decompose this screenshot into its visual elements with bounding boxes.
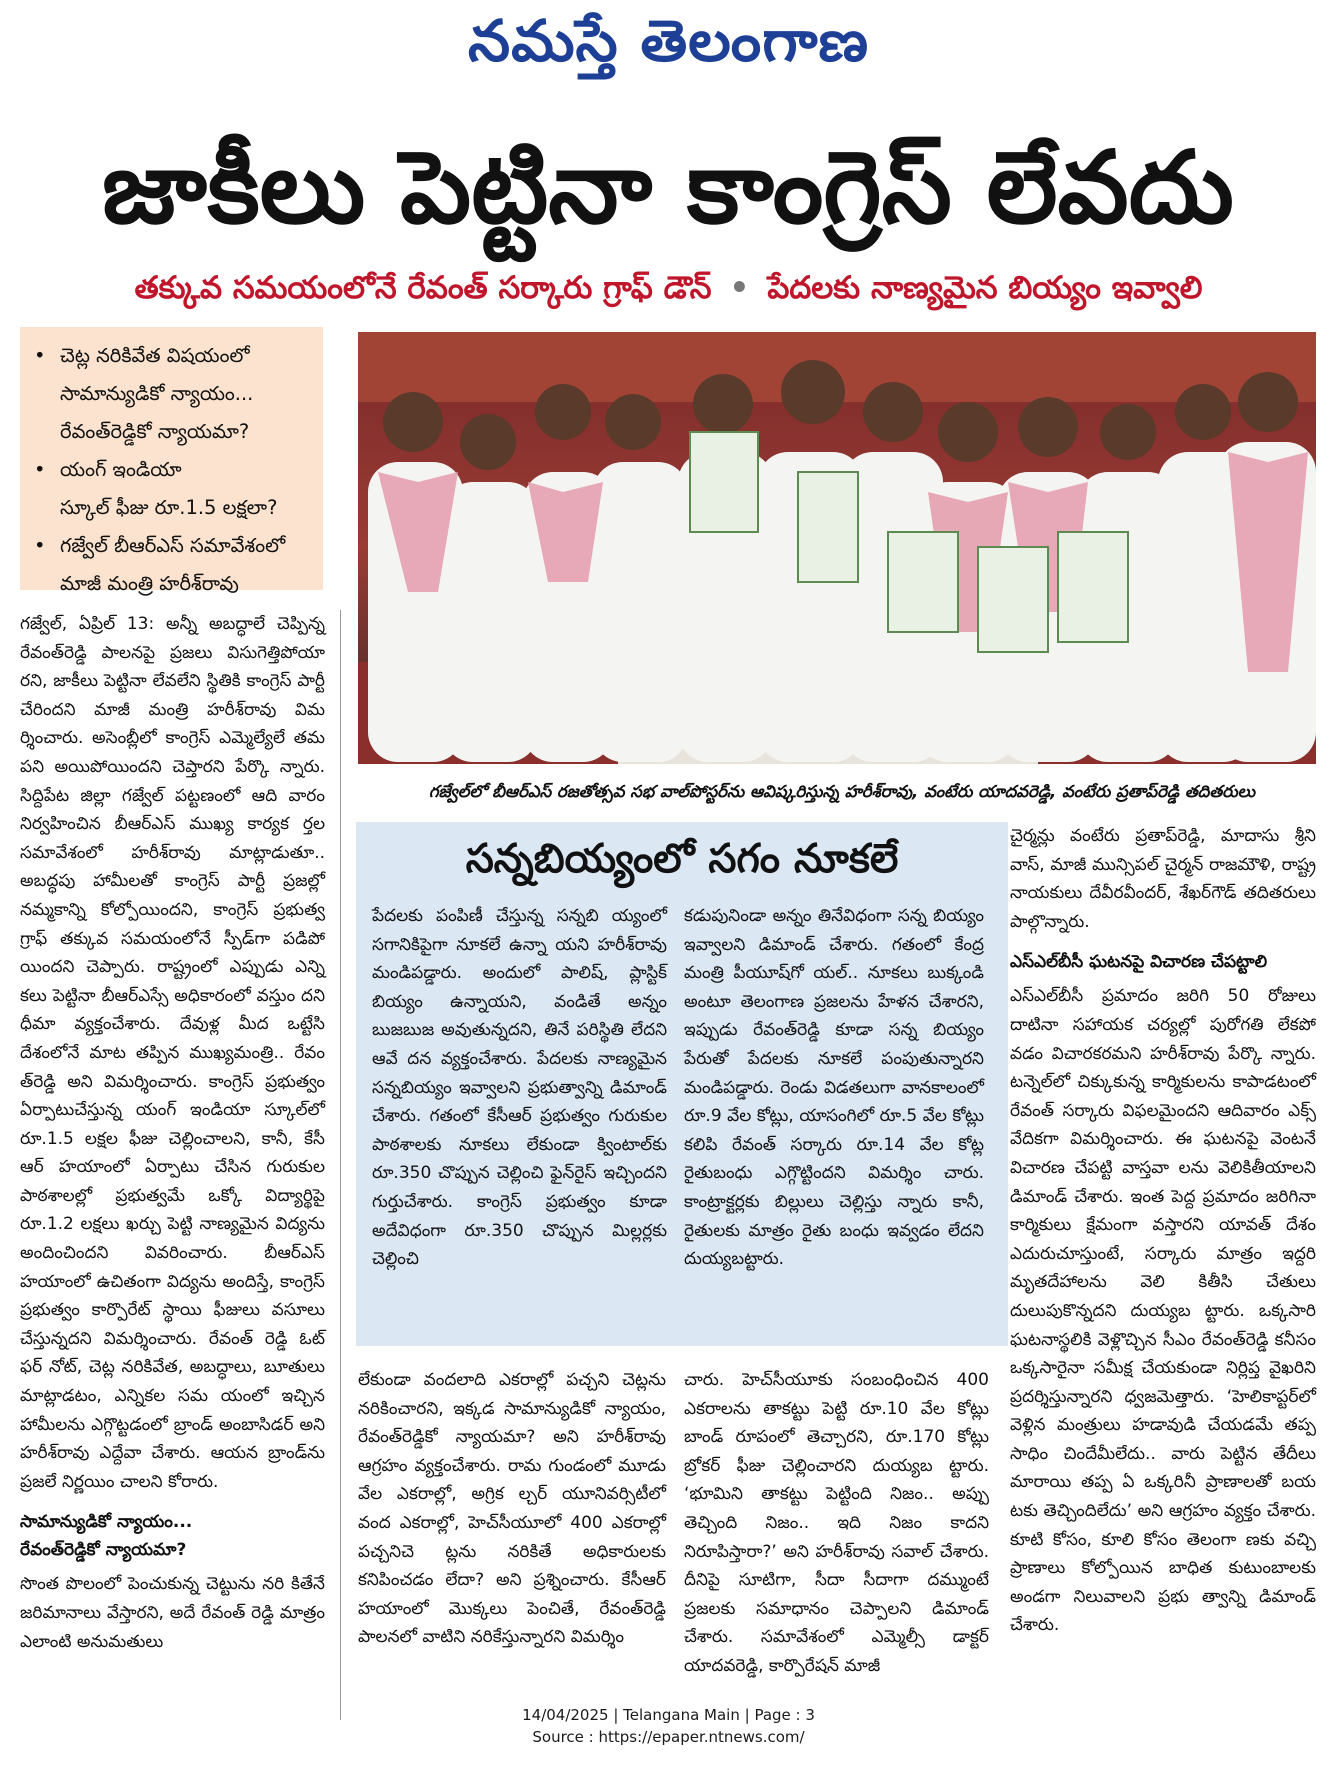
box-column-1: పేదలకు పంపిణీ చేస్తున్న సన్నబి య్యంలో సగానికిపైగా నూకలే ఉన్నా యని హరీశ్‌రావు మండిపడ్డారు. అందులో పాలిష్, ప్లాస్టిక్ బియ్యం ఉన్నాయని, వండితే అన్నం బుజబుజ అవుతున్నదని, తినే పరిస్థితి లేదని ఆవే దన వ్యక్తంచేశారు. పేదలకు నాణ్యమైన సన్నబియ్యం ఇవ్వాలని ప్రభుత్వాన్ని డిమాండ్ చేశారు. గతంలో కేసీఆర్ ప్రభుత్వం గురుకుల పాఠశాలకు నూకలు లేకుండా క్వింటాల్‌కు రూ.350 చొప్పున చెల్లించి ఫైన్‌రైస్ ఇచ్చిందని గుర్తుచేశారు. కాంగ్రెస్ ప్రభుత్వం కూడా అదేవిధంగా రూ.350 చొప్పున మిల్లర్లకు చెల్లించి <box>372 906 667 1270</box>
right-top-text: చైర్మన్లు వంటేరు ప్రతాప్‌రెడ్డి, మాదాసు శ్రీని వాస్, మాజీ మున్సిపల్ చైర్మన్ రాజమౌళి, రాష్ట్ర నాయకులు దేవీరవీందర్, శేఖర్‌గౌడ్ తదితరులు పాల్గొన్నారు. <box>1010 826 1316 932</box>
subhead-left: తక్కువ సమయంలోనే రేవంత్ సర్కారు గ్రాఫ్ డౌన్ <box>134 270 712 306</box>
left-tail-text: సొంత పొలంలో పెంచుకున్న చెట్టును నరి కితేనే జరిమానాలు వేస్తారని, అదే రేవంత్ రెడ్డి మాత్రం ఎలాంటి అనుమతులు <box>20 1574 325 1652</box>
highlights-box <box>20 327 323 595</box>
right-body: ఎస్ఎల్‌బీసీ ప్రమాదం జరిగి 50 రోజులు దాటినా సహాయక చర్యల్లో పురోగతి లేకపో వడం విచారకరమని హరీశ్‌రావు పేర్కొ న్నారు. టన్నెల్‌లో చిక్కుకున్న కార్మికులను కాపాడటంలో రేవంత్ సర్కారు విఫలమైందని ఆదివారం ఎక్స్ వేదికగా విమర్శించారు. ఈ ఘటనపై వెంటనే విచారణ చేపట్టి వాస్తవా లను వెలికితీయాలని డిమాండ్ చేశారు. ఇంత పెద్ద ప్రమాదం జరిగినా కార్మికులు క్షేమంగా వస్తారని యావత్ దేశం ఎదురుచూస్తుంటే, సర్కారు మాత్రం ఇద్దరి మృతదేహాలను వెలి కితీసి చేతులు దులుపుకొన్నదని దుయ్యబ ట్టారు. ఒక్కసారి ఘటనాస్థలికి వెళ్లొచ్చిన సీఎం రేవంత్‌రెడ్డి కనీసం ఒక్కసారైనా సమీక్ష చేయకుండా నిర్లిప్త వైఖరిని ప్రదర్శిస్తున్నారని ధ్వజమెత్తారు. ‘హెలికాప్టర్‌లో వెళ్లిన మంత్రులు హడావుడి చేయడమే తప్ప సాధిం చిందేమీలేదు.. వారు పెట్టిన తేదీలు మారాయి తప్ప ఏ ఒక్కరినీ ప్రాణాలతో బయ టకు తెచ్చిందిలేదు’ అని ఆగ్రహం వ్యక్తం చేశారు. కూటి కోసం, కూలి కోసం తెలంగా ణకు వచ్చి ప్రాణాలు కోల్పోయిన బాధిత కుటుంబాలకు అండగా నిలువాలని ప్రభు త్వాన్ని డిమాండ్ చేశారు. <box>1010 986 1316 1636</box>
highlight-item: • చెట్ల నరికివేత విషయంలో <box>34 344 250 367</box>
left-column <box>20 610 325 1656</box>
highlight-item-cont: స్కూల్ ఫీజు రూ.1.5 లక్షలా? <box>60 496 278 519</box>
right-middle-column: చారు. హెచ్‌సీయూకు సంబంధించిన 400 ఎకరాలను తాకట్టు పెట్టి రూ.10 వేల కోట్లు బాండ్ రూపంలో తెచ్చారని, రూ.170 కోట్లు బ్రోకర్ ఫీజు చెల్లించారని దుయ్యబ ట్టారు. ‘భూమిని తాకట్టు పెట్టింది నిజం.. అప్పు తెచ్చింది నిజం.. ఇది నిజం కాదని నిరూపిస్తారా?’ అని హరీశ్‌రావు సవాల్ చేశారు. దీనిపై సూటిగా, సీదా సీదాగా దమ్ముంటే ప్రజలకు సమాధానం చెప్పాలని డిమాండ్ చేశారు. సమావేశంలో ఎమ్మెల్సీ డాక్టర్ యాదవరెడ్డి, కార్పొరేషన్ మాజీ <box>684 1370 989 1676</box>
highlight-item-cont: సామాన్యుడికో న్యాయం... <box>60 382 254 405</box>
subhead <box>0 270 1337 313</box>
subhead-separator: • <box>729 270 750 306</box>
right-column <box>1010 822 1316 1640</box>
highlight-item-cont: రేవంత్‌రెడ్డికో న్యాయమా? <box>60 420 250 443</box>
highlight-item: • గజ్వేల్ బీఆర్ఎస్ సమావేశంలో <box>34 534 286 557</box>
box-column-2: కడుపునిండా అన్నం తినేవిధంగా సన్న బియ్యం ఇవ్వాలని డిమాండ్ చేశారు. గతంలో కేంద్ర మంత్రి పీయూష్‌గో యల్.. నూకలు బుక్కండి అంటూ తెలంగాణ ప్రజలను హేళన చేశారని, ఇప్పుడు రేవంత్‌రెడ్డి కూడా సన్న బియ్యం పేరుతో పేదలకు నూకలే పంపుతున్నారని మండిపడ్డారు. రెండు విడతలుగా వానకాలంలో రూ.9 వేల కోట్లు, యాసంగిలో రూ.5 వేల కోట్లు కలిపి రేవంత్ సర్కారు రూ.14 వేల కోట్ల రైతుబంధు ఎగ్గొట్టిందని విమర్శిం చారు. కాంట్రాక్టర్లకు బిల్లులు చెల్లిస్తు న్నారు కానీ, రైతులకు మాత్రం రైతు బంధు ఇవ్వడం లేదని దుయ్యబట్టారు. <box>684 906 984 1270</box>
footer-line1: 14/04/2025 | Telangana Main | Page : 3 <box>522 1706 815 1724</box>
article-body: గజ్వేల్, ఏప్రిల్ 13: అన్నీ అబద్ధాలే చెప్పిన్న రేవంత్‌రెడ్డి పాలనపై ప్రజలు విసుగెత్తిపోయా రని, జాకీలు పెట్టినా లేవలేని స్థితికి కాంగ్రెస్ పార్టీ చేరిందని మాజీ మంత్రి హరీశ్‌రావు విమ ర్శించారు. అసెంబ్లీలో కాంగ్రెస్ ఎమ్మెల్యేలే తమ పని అయిపోయిందని చెప్తారని పేర్కొ న్నారు. సిద్దిపేట జిల్లా గజ్వేల్ పట్టణంలో ఆది వారం నిర్వహించిన బీఆర్ఎస్ ముఖ్య కార్యక ర్తల సమావేశంలో హరీశ్‌రావు మాట్లాడుతూ.. అబద్ధపు హామీలతో కాంగ్రెస్ పార్టీ ప్రజల్లో నమ్మకాన్ని కోల్పోయిందని, కాంగ్రెస్ ప్రభుత్వ గ్రాఫ్ తక్కువ సమయంలోనే స్పీడ్‌గా పడిపో యిందని చెప్పారు. రాష్ట్రంలో ఎప్పుడు ఎన్ని కలు పెట్టినా బీఆర్ఎస్సే అధికారంలో వస్తుం దని ధీమా వ్యక్తంచేశారు. దేవుళ్ల మీద ఒట్టేసి దేశంలోనే మాట తప్పిన ముఖ్యమంత్రి.. రేవం త్‌రెడ్డి అని విమర్శించారు. కాంగ్రెస్ ప్రభుత్వం ఏర్పాటుచేస్తున్న యంగ్ ఇండియా స్కూల్‌లో రూ.1.5 లక్షల ఫీజు చెల్లించాలని, కానీ, కేసీ ఆర్ హయాంలో ఏర్పాటు చేసిన గురుకుల పాఠశాలల్లో ప్రభుత్వమే ఒక్కో విద్యార్థిపై రూ.1.2 లక్షలు ఖర్చు పెట్టి నాణ్యమైన విద్యను అందించిందని వివరించారు. బీఆర్ఎస్ హయాంలో ఉచితంగా విద్యను అందిస్తే, కాంగ్రెస్ ప్రభుత్వం కార్పొరేట్ స్థాయి ఫీజులు వసూలు చేస్తున్నదని విమర్శించారు. రేవంత్ రెడ్డి ఓట్ ఫర్ నోట్, చెట్ల నరికివేత, అబద్ధాలు, బూతులు మాట్లాడటం, ఎన్నికల సమ యంలో ఇచ్చిన హామీలను ఎగ్గొట్టడంలో బ్రాండ్ అంబాసిడర్ అని హరీశ్‌రావు ఎద్దేవా చేశారు. ఆయన బ్రాండ్‌ను ప్రజలే నిర్ణయిం చాలని కోరారు. <box>20 614 325 1492</box>
headline: జాకీలు పెట్టినా కాంగ్రెస్ లేవదు <box>102 129 1234 246</box>
news-photo <box>358 332 1316 764</box>
footer-source: Source : https://epaper.ntnews.com/ <box>532 1728 805 1746</box>
highlight-item: • యంగ్ ఇండియా <box>34 458 182 481</box>
left-subtitle-line2: రేవంత్‌రెడ్డికో న్యాయమా? <box>20 1540 187 1561</box>
masthead: నమస్తే తెలంగాణ <box>467 8 870 75</box>
right-subtitle: ఎస్ఎల్‌బీసీ ఘటనపై విచారణ చేపట్టాలి <box>1010 952 1268 973</box>
column-divider <box>340 610 341 1720</box>
middle-column: లేకుండా వందలాది ఎకరాల్లో పచ్చని చెట్లను నరికించారని, ఇక్కడ సామాన్యుడికో న్యాయం, రేవంత్‌రెడ్డికో న్యాయమా? అని హరీశ్‌రావు ఆగ్రహం వ్యక్తంచేశారు. రామ గుండంలో మూడు వేల ఎకరాల్లో, అగ్రిక ల్చర్ యూనివర్సిటీలో వంద ఎకరాల్లో, హెచ్‌సీయూలో 400 ఎకరాల్లో పచ్చనిచె ట్లను నరికితే అధికారులకు కనిపించడం లేదా? అని ప్రశ్నించారు. కేసీఆర్ హయాంలో మొక్కలు పెంచితే, రేవంత్‌రెడ్డి పాలనలో వాటిని నరికేస్తున్నారని విమర్శిం <box>358 1370 666 1648</box>
highlight-item-cont: మాజీ మంత్రి హరీశ్‌రావు <box>60 572 239 595</box>
left-subtitle-line1: సామాన్యుడికో న్యాయం... <box>20 1512 193 1533</box>
subhead-right: పేదలకు నాణ్యమైన బియ్యం ఇవ్వాలి <box>767 270 1203 306</box>
box-title: సన్నబియ్యంలో సగం నూకలే <box>465 836 899 882</box>
photo-caption: గజ్వేల్‌లో బీఆర్ఎస్ రజతోత్సవ సభ వాల్‌పోస్టర్‌ను ఆవిష్కరిస్తున్న హరీశ్‌రావు, వంటేరు యాదవరెడ్డి, వంటేరు ప్రతాప్‌రెడ్డి తదితరులు <box>428 782 1256 801</box>
